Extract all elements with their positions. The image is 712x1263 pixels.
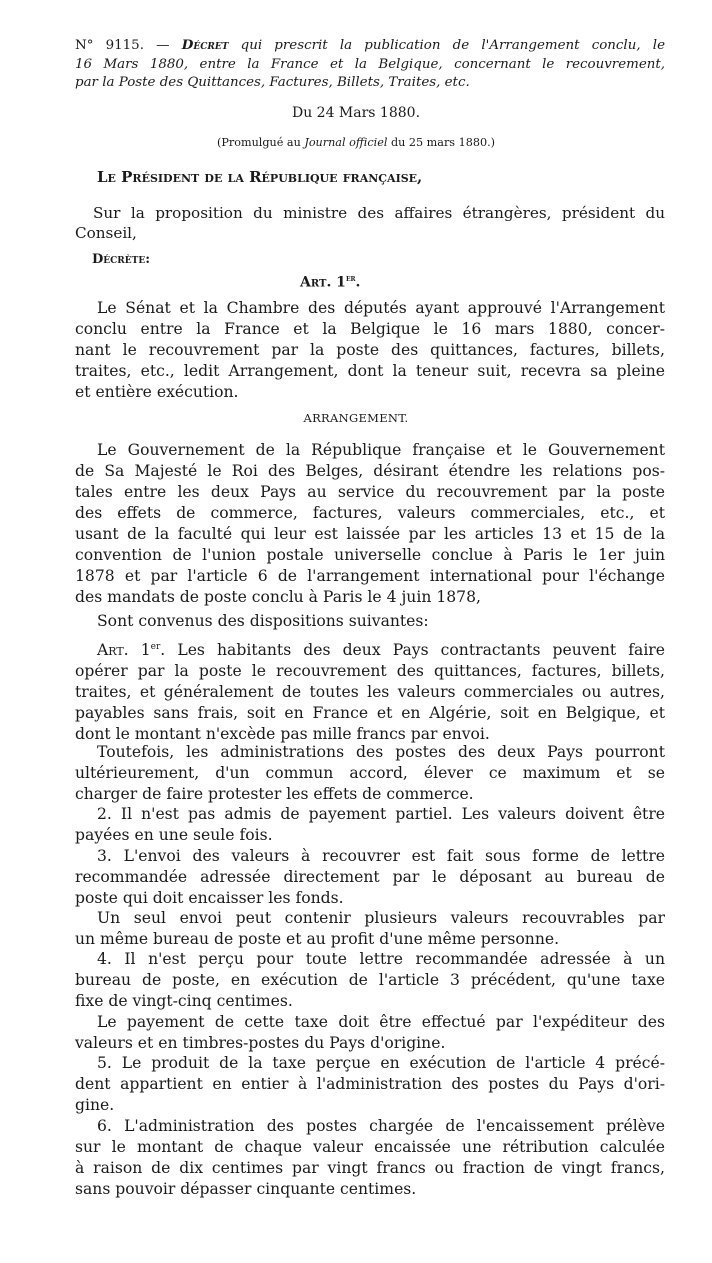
paragraph-article-1 xyxy=(75,637,665,745)
paragraph-senate-approval xyxy=(75,298,665,403)
proposal-paragraph xyxy=(75,203,665,243)
text-line: Sur la proposition du ministre des affaires étrangères, président du xyxy=(93,204,665,222)
paragraph-tax-payment xyxy=(75,1012,665,1054)
promulgation-after: du 25 mars 1880.) xyxy=(387,136,495,149)
text-line: convention de l'union postale universelle conclue à Paris le 1er juin xyxy=(75,546,665,564)
promulgation-before: (Promulgué au xyxy=(216,136,305,149)
text-line: dent appartient en entier à l'administration des postes du Pays d'ori- xyxy=(75,1075,665,1093)
article-label: Art. 1 xyxy=(300,274,346,291)
text-line xyxy=(75,637,665,661)
text-line: fixe de vingt-cinq centimes. xyxy=(75,992,293,1010)
text-line: dont le montant n'excède pas mille francs par envoi. xyxy=(75,725,490,744)
text-line: opérer par la poste le recouvrement des quittances, factures, billets, xyxy=(75,662,665,681)
title-text: qui prescrit la publication de l'Arrangement conclu, le xyxy=(228,38,665,53)
text-line: Le Sénat et la Chambre des députés ayant approuvé l'Arrangement xyxy=(97,299,665,317)
decree-title xyxy=(75,36,665,93)
text-line: charger de faire protester les effets de commerce. xyxy=(75,785,474,803)
decree-number: N° 9115. — xyxy=(75,38,170,53)
promulgation-note xyxy=(0,135,712,150)
journal-name: Journal officiel xyxy=(304,136,388,149)
arrangement-heading: ARRANGEMENT. xyxy=(303,411,409,425)
article-sup: er xyxy=(345,274,356,284)
article-sup: er xyxy=(150,642,161,652)
text-line: Conseil, xyxy=(75,224,137,242)
decrete-heading: Décrète: xyxy=(92,252,150,267)
text-line: bureau de poste, en exécution de l'article 3 précédent, qu'une taxe xyxy=(75,971,665,989)
paragraph-preamble xyxy=(75,440,665,608)
text-line: des mandats de poste conclu à Paris le 4 juin 1878, xyxy=(75,588,481,606)
text-line: des effets de commerce, factures, valeurs commerciales, etc., et xyxy=(75,504,665,522)
text-line: sans pouvoir dépasser cinquante centimes. xyxy=(75,1180,417,1198)
text-line: Le payement de cette taxe doit être effectué par l'expéditeur des xyxy=(97,1013,665,1031)
paragraph-single-envoi xyxy=(75,908,665,950)
paragraph-article-4 xyxy=(75,949,665,1012)
text-line: 6. L'administration des postes chargée de l'encaissement prélève xyxy=(97,1117,665,1135)
article-text: . Les habitants des deux Pays contractants peuvent faire xyxy=(160,641,665,660)
text-line: un même bureau de poste et au profit d'une même personne. xyxy=(75,930,560,948)
text-line: nant le recouvrement par la poste des quittances, factures, billets, xyxy=(75,341,665,359)
text-line: payables sans frais, soit en France et en Algérie, soit en Belgique, et xyxy=(75,704,665,723)
text-line: Le Gouvernement de la République française et le Gouvernement xyxy=(97,441,665,459)
article-1-heading xyxy=(300,270,440,292)
text-line: ultérieurement, d'un commun accord, élever ce maximum et se xyxy=(75,764,665,782)
paragraph-article-2 xyxy=(75,804,665,846)
text-line: 2. Il n'est pas admis de payement partiel. Les valeurs doivent être xyxy=(97,805,665,823)
text-line: 4. Il n'est perçu pour toute lettre recommandée adressée à un xyxy=(97,950,665,968)
text-line: tales entre les deux Pays au service du recouvrement par la poste xyxy=(75,483,665,501)
text-line: Toutefois, les administrations des postes des deux Pays pourront xyxy=(97,743,665,761)
text-line: conclu entre la France et la Belgique le 16 mars 1880, concer- xyxy=(75,320,665,338)
article-label: Art. 1 xyxy=(97,641,151,660)
text-line: traites, et généralement de toutes les valeurs commerciales ou autres, xyxy=(75,683,665,702)
text-line: gine. xyxy=(75,1096,115,1114)
paragraph-article-3 xyxy=(75,846,665,909)
text-line: 3. L'envoi des valeurs à recouvrer est fait sous forme de lettre xyxy=(97,847,665,865)
text-line: Sont convenus des dispositions suivantes: xyxy=(97,612,429,630)
paragraph-agreed xyxy=(75,611,665,632)
text-line: poste qui doit encaisser les fonds. xyxy=(75,889,344,907)
president-heading: Le Président de la République française, xyxy=(97,168,423,186)
title-line-3: par la Poste des Quittances, Factures, Billets, Traites, etc. xyxy=(75,75,470,90)
text-line: de Sa Majesté le Roi des Belges, désirant étendre les relations pos- xyxy=(75,462,665,480)
article-period: . xyxy=(355,274,361,291)
decree-word: Décret xyxy=(181,37,229,53)
decree-date: Du 24 Mars 1880. xyxy=(291,105,421,121)
text-line: traites, etc., ledit Arrangement, dont la teneur suit, recevra sa pleine xyxy=(75,362,665,380)
text-line: usant de la faculté qui leur est laissée par les articles 13 et 15 de la xyxy=(75,525,665,543)
text-line: à raison de dix centimes par vingt francs ou fraction de vingt francs, xyxy=(75,1159,665,1177)
text-line: payées en une seule fois. xyxy=(75,826,273,844)
paragraph-article-6 xyxy=(75,1116,665,1200)
text-line: et entière exécution. xyxy=(75,383,239,401)
text-line: Un seul envoi peut contenir plusieurs valeurs recouvrables par xyxy=(97,909,665,927)
title-line-1 xyxy=(75,36,665,56)
text-line: 5. Le produit de la taxe perçue en exécution de l'article 4 précé- xyxy=(97,1054,665,1072)
paragraph-maximum xyxy=(75,742,665,805)
title-line-2: 16 Mars 1880, entre la France et la Belgique, concernant le recouvrement, xyxy=(75,56,665,72)
paragraph-article-5 xyxy=(75,1053,665,1116)
text-line: recommandée adressée directement par le déposant au bureau de xyxy=(75,868,665,886)
text-line: sur le montant de chaque valeur encaissée une rétribution calculée xyxy=(75,1138,665,1156)
text-line: valeurs et en timbres-postes du Pays d'origine. xyxy=(75,1034,446,1052)
text-line: 1878 et par l'article 6 de l'arrangement international pour l'échange xyxy=(75,567,665,585)
